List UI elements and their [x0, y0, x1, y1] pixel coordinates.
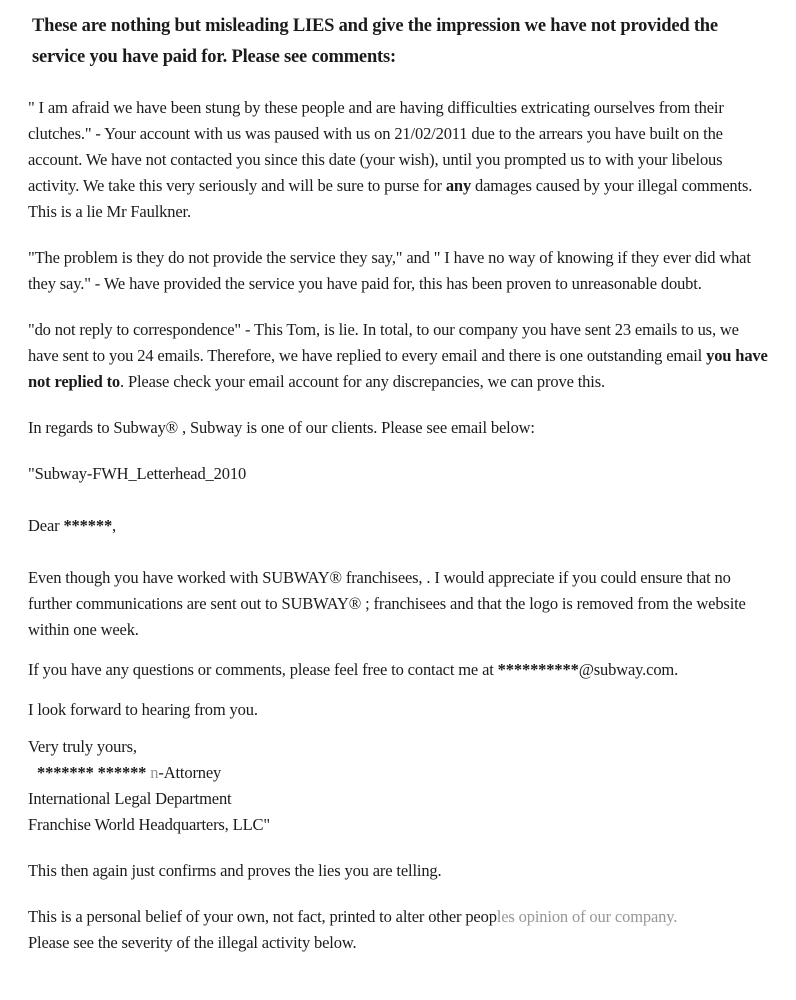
paragraph-confirms-lies: This then again just confirms and proves the lies you are telling.	[28, 861, 442, 880]
signature-name-line	[28, 760, 770, 786]
redacted-signature: ******* ******	[37, 763, 147, 782]
bold-text-run: any	[445, 176, 472, 195]
text-run: Please see the severity of the illegal activity below.	[28, 933, 357, 952]
text-run: If you have any questions or comments, please feel free to contact me at	[28, 660, 498, 679]
text-run: . Please check your email account for any discrepancies, we can prove this.	[120, 372, 605, 391]
faded-text-run: n	[146, 763, 159, 782]
text-run: @subway.com.	[578, 660, 679, 679]
redacted-name: ******	[63, 516, 113, 535]
letterhead-filename: "Subway-FWH_Letterhead_2010	[28, 464, 247, 483]
paragraph-stung-reply	[28, 95, 770, 225]
salutation-line	[28, 513, 770, 539]
text-run: damages caused by your illegal comments. This is a lie Mr Faulkner.	[28, 176, 753, 221]
paragraph-subway-intro: In regards to Subway® , Subway is one of our clients. Please see email below:	[28, 418, 535, 437]
valediction-line: Very truly yours,	[28, 737, 137, 756]
signature-company-line: Franchise World Headquarters, LLC"	[28, 815, 270, 834]
bold-text-run: you have not replied to	[28, 346, 768, 391]
text-run: -Attorney	[158, 763, 222, 782]
text-run: This is a personal belief of your own, not fact, printed to alter other peop	[28, 907, 497, 926]
redacted-email: **********	[497, 660, 579, 679]
text-run: ,	[112, 516, 117, 535]
document-heading: These are nothing but misleading LIES and give the impression we have not provided the service you have paid for. Please see comments:	[32, 16, 718, 67]
text-run: Dear	[28, 516, 64, 535]
paragraph-problem-reply: "The problem is they do not provide the service they say," and " I have no way of knowing if they ever did what they say." - We have provided the service you have paid for, this has been proven to unreasonable doubt.	[28, 248, 751, 293]
paragraph-franchisees-request: Even though you have worked with SUBWAY® franchisees, . I would appreciate if you could ensure that no further communications are sent out to SUBWAY® ; franchisees and that the logo is removed from the website within one week.	[28, 568, 746, 639]
paragraph-personal-belief	[28, 904, 770, 956]
contact-line	[28, 657, 770, 683]
signature-department-line: International Legal Department	[28, 789, 232, 808]
look-forward-line: I look forward to hearing from you.	[28, 700, 258, 719]
faded-text-run: les opinion of our company.	[496, 907, 678, 926]
text-run: "do not reply to correspondence" - This Tom, is lie. In total, to our company you have sent 23 emails to us, we have sent to you 24 emails. Therefore, we have replied to every email and there is one outstanding email	[28, 320, 739, 365]
paragraph-correspondence-reply	[28, 317, 770, 395]
text-run: " I am afraid we have been stung by these people and are having difficulties extricating ourselves from their clutches." - Your account with us was paused with us on 21/02/2011 due to the arrears you have built on the account. We have not contacted you since this date (your wish), until you prompted us to with your libelous activity. We take this very seriously and will be sure to purse for	[28, 98, 724, 195]
